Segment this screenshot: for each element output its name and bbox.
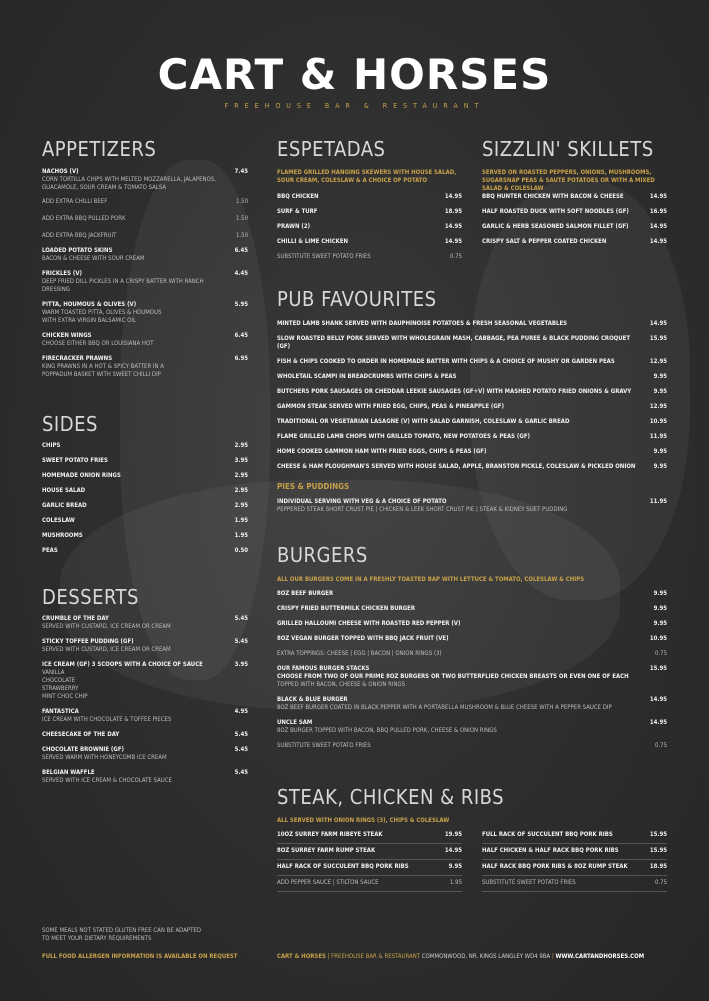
- item-price: 7.45: [234, 168, 248, 175]
- item-price: 14.95: [649, 719, 667, 726]
- item-name: INDIVIDUAL SERVING WITH VEG & A CHOICE OF POTATO: [277, 498, 447, 505]
- address-bar: [277, 953, 672, 961]
- menu-item: [42, 746, 248, 762]
- item-price: 6.45: [234, 332, 248, 339]
- burgers-heading: BURGERS: [277, 543, 368, 567]
- item-description: VANILLA CHOCOLATE STRAWBERRY MINT CHOC CHIP: [42, 669, 88, 700]
- menu-item: [277, 463, 667, 471]
- gluten-note-line-1: SOME MEALS NOT STATED GLUTEN FREE CAN BE ADAPTED: [42, 927, 202, 934]
- extra-price: 0.75: [654, 742, 667, 749]
- item-price: 6.95: [234, 355, 248, 362]
- menu-item: [42, 487, 248, 495]
- item-price: 10.95: [649, 418, 667, 425]
- menu-item: [277, 498, 667, 514]
- item-name: HOME COOKED GAMMON HAM WITH FRIED EGGS, CHIPS & PEAS (GF): [277, 448, 487, 455]
- menu-item: [277, 358, 667, 366]
- menu-item: [277, 828, 462, 844]
- item-price: 14.95: [444, 847, 462, 854]
- item-name: HALF RACK OF SUCCULENT BBQ PORK RIBS: [277, 863, 409, 870]
- menu-item: [277, 335, 667, 351]
- menu-extra: [277, 650, 667, 658]
- appetizers-list: [42, 168, 248, 379]
- skillets-list: [482, 193, 667, 253]
- menu-item: [42, 472, 248, 480]
- menu-item: [277, 373, 667, 381]
- item-name: CRUMBLE OF THE DAY: [42, 615, 109, 622]
- item-name: BBQ CHICKEN: [277, 193, 319, 200]
- sides-heading: SIDES: [42, 412, 98, 436]
- item-name: LOADED POTATO SKINS: [42, 247, 113, 254]
- item-name: CRISPY SALT & PEPPER COATED CHICKEN: [482, 238, 607, 245]
- item-name: BELGIAN WAFFLE: [42, 769, 95, 776]
- item-name: FLAME GRILLED LAMB CHOPS WITH GRILLED TOMATO, NEW POTATOES & PEAS (GF): [277, 433, 530, 440]
- skillets-subtitle: SERVED ON ROASTED PEPPERS, ONIONS, MUSHROOMS, SUGARSNAP PEAS & SAUTE POTATOES OR WITH A MIXED SALAD & COLESLAW: [482, 169, 655, 192]
- item-name: CHIPS: [42, 442, 61, 449]
- item-name: WHOLETAIL SCAMPI IN BREADCRUMBS WITH CHIPS & PEAS: [277, 373, 457, 380]
- menu-extra: [277, 253, 462, 261]
- restaurant-tagline: FREEHOUSE BAR & RESTAURANT: [224, 102, 485, 110]
- item-price: 5.45: [234, 615, 248, 622]
- menu-item: [42, 615, 248, 631]
- steak-list-right: [482, 828, 667, 892]
- extra-name: SUBSTITUTE SWEET POTATO FRIES: [482, 879, 576, 886]
- item-price: 15.95: [649, 335, 667, 342]
- item-price: 14.95: [444, 223, 462, 230]
- item-price: 5.95: [234, 301, 248, 308]
- steak-heading: STEAK, CHICKEN & RIBS: [277, 785, 505, 809]
- item-price: 11.95: [649, 433, 667, 440]
- item-name: CHEESECAKE OF THE DAY: [42, 731, 120, 738]
- item-description: PEPPERED STEAK SHORT CRUST PIE | CHICKEN & LEEK SHORT CRUST PIE | STEAK & KIDNEY SUET PUDDING: [277, 506, 568, 513]
- pies-heading: PIES & PUDDINGS: [277, 482, 350, 491]
- menu-item: [277, 719, 667, 735]
- item-name: HALF RACK BBQ PORK RIBS & 8OZ RUMP STEAK: [482, 863, 628, 870]
- menu-extra: [42, 198, 248, 206]
- espetadas-subtitle: FLAMED GRILLED HANGING SKEWERS WITH HOUSE SALAD, SOUR CREAM, COLESLAW & A CHOICE OF POTATO: [277, 169, 457, 184]
- extra-name: ADD EXTRA BBQ PULLED PORK: [42, 215, 126, 222]
- item-name: FANTASTICA: [42, 708, 79, 715]
- item-name: COLESLAW: [42, 517, 75, 524]
- item-name: GRILLED HALLOUMI CHEESE WITH ROASTED RED PEPPER (V): [277, 620, 461, 627]
- item-price: 9.95: [653, 388, 667, 395]
- item-price: 1.95: [234, 532, 248, 539]
- item-price: 14.95: [444, 193, 462, 200]
- extra-name: SUBSTITUTE SWEET POTATO FRIES: [277, 253, 371, 260]
- allergen-note: FULL FOOD ALLERGEN INFORMATION IS AVAILABLE ON REQUEST: [42, 953, 238, 960]
- item-price: 4.95: [234, 708, 248, 715]
- item-price: 15.95: [649, 831, 667, 838]
- menu-item: [482, 844, 667, 860]
- item-description: SERVED WITH ICE CREAM & CHOCOLATE SAUCE: [42, 777, 172, 784]
- menu-extra: [482, 876, 667, 892]
- appetizers-heading: APPETIZERS: [42, 137, 157, 161]
- item-description: 8OZ BEEF BURGER COATED IN BLACK PEPPER WITH A PORTABELLA MUSHROOM & BLUE CHEESE WITH A PEPPER SAUCE DIP: [277, 704, 612, 711]
- item-price: 9.95: [653, 620, 667, 627]
- item-price: 14.95: [649, 238, 667, 245]
- item-name: HOUSE SALAD: [42, 487, 86, 494]
- item-name: FIRECRACKER PRAWNS: [42, 355, 113, 362]
- item-description: ICE CREAM WITH CHOCOLATE & TOFFEE PIECES: [42, 716, 172, 723]
- item-description: DEEP FRIED DILL PICKLES IN A CRISPY BATTER WITH RANCH DRESSING: [42, 278, 204, 293]
- extra-name: ADD EXTRA CHILLI BEEF: [42, 198, 108, 205]
- item-name: UNCLE SAM: [277, 719, 313, 726]
- item-name: MUSHROOMS: [42, 532, 83, 539]
- menu-item: [482, 223, 667, 231]
- item-description: TOPPED WITH BACON, CHEESE & ONION RINGS: [277, 681, 406, 688]
- item-price: 3.95: [234, 661, 248, 668]
- item-name: BUTCHERS PORK SAUSAGES OR CHEDDAR LEEKIE SAUSAGES (GF+V) WITH MASHED POTATO FRIED ONIONS & GRAVY: [277, 388, 632, 395]
- menu-item: [42, 708, 248, 724]
- item-description: WARM TOASTED PITTA, OLIVES & HOUMOUS WITH EXTRA VIRGIN BALSAMIC OIL: [42, 309, 162, 324]
- item-name: HOMEMADE ONION RINGS: [42, 472, 121, 479]
- desserts-list: [42, 615, 248, 785]
- item-price: 14.95: [649, 696, 667, 703]
- item-name: PITTA, HOUMOUS & OLIVES (V): [42, 301, 137, 308]
- item-price: 9.95: [653, 448, 667, 455]
- item-name: BBQ HUNTER CHICKEN WITH BACON & CHEESE: [482, 193, 624, 200]
- item-description: 8OZ BURGER TOPPED WITH BACON, BBQ PULLED PORK, CHEESE & ONION RINGS: [277, 727, 497, 734]
- item-description: SERVED WITH CUSTARD, ICE CREAM OR CREAM: [42, 646, 171, 653]
- menu-item: [482, 238, 667, 246]
- item-name: GAMMON STEAK SERVED WITH FRIED EGG, CHIPS, PEAS & PINEAPPLE (GF): [277, 403, 504, 410]
- item-price: 9.95: [653, 590, 667, 597]
- menu-item: [277, 696, 667, 712]
- item-price: 5.45: [234, 769, 248, 776]
- extra-price: 1.50: [235, 232, 248, 239]
- pies-list: [277, 498, 667, 514]
- item-name: 8OZ SURREY FARM RUMP STEAK: [277, 847, 376, 854]
- item-name: FRICKLES (V): [42, 270, 83, 277]
- steak-list-left: [277, 828, 462, 892]
- item-price: 18.95: [444, 208, 462, 215]
- item-name: PEAS: [42, 547, 58, 554]
- restaurant-logo: CART & HORSES: [157, 50, 552, 99]
- gluten-note: [42, 927, 242, 943]
- extra-price: 1.50: [235, 215, 248, 222]
- item-price: 14.95: [649, 320, 667, 327]
- item-name: PRAWN (2): [277, 223, 311, 230]
- menu-item: [277, 223, 462, 231]
- pub-favourites-heading: PUB FAVOURITES: [277, 287, 437, 311]
- item-price: 10.95: [649, 635, 667, 642]
- item-name: HALF ROASTED DUCK WITH SOFT NOODLES (GF): [482, 208, 629, 215]
- menu-item: [42, 457, 248, 465]
- item-description: BACON & CHEESE WITH SOUR CREAM: [42, 255, 145, 262]
- item-description: SERVED WITH CUSTARD, ICE CREAM OR CREAM: [42, 623, 171, 630]
- menu-item: [42, 332, 248, 348]
- item-price: 2.95: [234, 502, 248, 509]
- menu-item: [277, 320, 667, 328]
- menu-item: [42, 355, 248, 379]
- item-price: 4.45: [234, 270, 248, 277]
- menu-item: [277, 635, 667, 643]
- menu-item: [277, 403, 667, 411]
- menu-item: [42, 661, 248, 701]
- menu-item: [42, 502, 248, 510]
- item-name: BLACK & BLUE BURGER: [277, 696, 348, 703]
- item-name: 8OZ BEEF BURGER: [277, 590, 334, 597]
- item-price: 9.95: [448, 863, 462, 870]
- item-price: 1.95: [234, 517, 248, 524]
- item-name: SURF & TURF: [277, 208, 318, 215]
- item-name: MINTED LAMB SHANK SERVED WITH DAUPHINOISE POTATOES & FRESH SEASONAL VEGETABLES: [277, 320, 568, 327]
- menu-item: [277, 433, 667, 441]
- menu-item: [42, 270, 248, 294]
- menu-item: [277, 208, 462, 216]
- item-price: 2.95: [234, 487, 248, 494]
- extra-name: SUBSTITUTE SWEET POTATO FRIES: [277, 742, 371, 749]
- footer-website[interactable]: WWW.CARTANDHORSES.COM: [555, 953, 645, 960]
- item-price: 9.95: [653, 605, 667, 612]
- espetadas-list: [277, 193, 462, 261]
- item-name: SWEET POTATO FRIES: [42, 457, 108, 464]
- menu-item: [482, 193, 667, 201]
- item-description: CHOOSE EITHER BBQ OR LOUISIANA HOT: [42, 340, 154, 347]
- item-price: 12.95: [649, 358, 667, 365]
- item-name: OUR FAMOUS BURGER STACKS CHOOSE FROM TWO OF OUR PRIME 8OZ BURGERS OR TWO BUTTERFLIED CHICKEN BREASTS OR EVEN ONE OF EACH: [277, 665, 629, 680]
- menu-extra: [277, 742, 667, 750]
- menu-item: [42, 247, 248, 263]
- item-description: KING PRAWNS IN A HOT & SPICY BATTER IN A POPPADUM BASKET WITH SWEET CHILLI DIP: [42, 363, 164, 378]
- menu-extra: [42, 232, 248, 240]
- menu-item: [42, 168, 248, 192]
- gluten-note-line-2: TO MEET YOUR DIETARY REQUIREMENTS: [42, 935, 152, 942]
- footer-tagline: FREEHOUSE BAR & RESTAURANT: [331, 953, 421, 960]
- footer-brand: CART & HORSES: [277, 953, 326, 960]
- sides-list: [42, 442, 248, 562]
- extra-price: 1.95: [449, 879, 462, 886]
- desserts-heading: DESSERTS: [42, 585, 139, 609]
- footer-separator: |: [551, 953, 554, 960]
- item-description: CORN TORTILLA CHIPS WITH MELTED MOZZARELLA, JALAPENOS, GUACAMOLE, SOUR CREAM & TOMATO SALSA: [42, 176, 216, 191]
- menu-item: [277, 193, 462, 201]
- item-price: 19.95: [444, 831, 462, 838]
- item-name: CHICKEN WINGS: [42, 332, 92, 339]
- menu-extra: [277, 876, 462, 892]
- extra-name: EXTRA TOPPINGS: CHEESE | EGG | BACON | ONION RINGS (3): [277, 650, 442, 657]
- item-price: 9.95: [653, 373, 667, 380]
- menu-item: [482, 860, 667, 876]
- item-price: 0.50: [234, 547, 248, 554]
- steak-subtitle: ALL SERVED WITH ONION RINGS (3), CHIPS & COLESLAW: [277, 817, 450, 824]
- item-name: CHEESE & HAM PLOUGHMAN'S SERVED WITH HOUSE SALAD, APPLE, BRANSTON PICKLE, COLESLAW & PICKLED ONION: [277, 463, 636, 470]
- item-price: 5.45: [234, 746, 248, 753]
- item-price: 9.95: [653, 463, 667, 470]
- burgers-list: [277, 590, 667, 750]
- menu-item: [42, 638, 248, 654]
- item-description: SERVED WARM WITH HONEYCOMB ICE CREAM: [42, 754, 167, 761]
- menu-item: [277, 620, 667, 628]
- item-name: GARLIC & HERB SEASONED SALMON FILLET (GF): [482, 223, 629, 230]
- extra-price: 0.75: [449, 253, 462, 260]
- item-price: 15.95: [649, 847, 667, 854]
- menu-item: [277, 238, 462, 246]
- menu-item: [277, 418, 667, 426]
- item-price: 5.45: [234, 638, 248, 645]
- extra-price: 1.50: [235, 198, 248, 205]
- menu-item: [42, 301, 248, 325]
- item-price: 2.95: [234, 472, 248, 479]
- item-price: 14.95: [649, 193, 667, 200]
- menu-extra: [42, 215, 248, 223]
- item-price: 14.95: [444, 238, 462, 245]
- item-name: NACHOS (V): [42, 168, 79, 175]
- item-price: 12.95: [649, 403, 667, 410]
- menu-item: [277, 388, 667, 396]
- item-name: STICKY TOFFEE PUDDING (GF): [42, 638, 134, 645]
- item-name: 10OZ SURREY FARM RIBEYE STEAK: [277, 831, 383, 838]
- menu-item: [277, 590, 667, 598]
- item-name: ICE CREAM (GF) 3 SCOOPS WITH A CHOICE OF SAUCE: [42, 661, 203, 668]
- menu-item: [42, 517, 248, 525]
- menu-item: [277, 448, 667, 456]
- item-name: FULL RACK OF SUCCULENT BBQ PORK RIBS: [482, 831, 613, 838]
- item-price: 11.95: [649, 498, 667, 505]
- extra-name: ADD PEPPER SAUCE | STILTON SAUCE: [277, 879, 379, 886]
- item-name: SLOW ROASTED BELLY PORK SERVED WITH WHOLEGRAIN MASH, CABBAGE, PEA PUREE & BLACK PUDDING CROQUET (GF): [277, 335, 631, 350]
- menu-item: [277, 605, 667, 613]
- burgers-subtitle: ALL OUR BURGERS COME IN A FRESHLY TOASTED BAP WITH LETTUCE & TOMATO, COLESLAW & CHIPS: [277, 576, 585, 583]
- footer-separator: |: [327, 953, 330, 960]
- item-price: 15.95: [649, 665, 667, 672]
- menu-item: [42, 769, 248, 785]
- footer-address: COMMONWOOD, NR. KINGS LANGLEY WD4 9BA: [421, 953, 551, 960]
- item-price: 3.95: [234, 457, 248, 464]
- item-name: CHILLI & LIME CHICKEN: [277, 238, 349, 245]
- skillets-heading: SIZZLIN' SKILLETS: [482, 137, 654, 161]
- menu-item: [42, 442, 248, 450]
- item-price: 18.95: [649, 863, 667, 870]
- item-name: CHOCOLATE BROWNIE (GF): [42, 746, 124, 753]
- menu-item: [42, 532, 248, 540]
- extra-price: 0.75: [654, 879, 667, 886]
- menu-item: [277, 860, 462, 876]
- menu-item: [277, 844, 462, 860]
- item-price: 6.45: [234, 247, 248, 254]
- menu-item: [482, 828, 667, 844]
- menu-item: [482, 208, 667, 216]
- menu-item: [277, 665, 667, 689]
- item-price: 2.95: [234, 442, 248, 449]
- menu-item: [42, 731, 248, 739]
- extra-price: 0.75: [654, 650, 667, 657]
- item-name: GARLIC BREAD: [42, 502, 87, 509]
- item-name: TRADITIONAL OR VEGETARIAN LASAGNE (V) WITH SALAD GARNISH, COLESLAW & GARLIC BREAD: [277, 418, 570, 425]
- item-price: 16.95: [649, 208, 667, 215]
- item-price: 14.95: [649, 223, 667, 230]
- item-name: HALF CHICKEN & HALF RACK BBQ PORK RIBS: [482, 847, 619, 854]
- extra-name: ADD EXTRA BBQ JACKFRUIT: [42, 232, 117, 239]
- menu-item: [42, 547, 248, 555]
- item-name: FISH & CHIPS COOKED TO ORDER IN HOMEMADE BATTER WITH CHIPS & A CHOICE OF MUSHY OR GARDEN PEAS: [277, 358, 615, 365]
- item-name: CRISPY FRIED BUTTERMILK CHICKEN BURGER: [277, 605, 416, 612]
- pub-favourites-list: [277, 320, 667, 478]
- item-price: 5.45: [234, 731, 248, 738]
- item-name: 8OZ VEGAN BURGER TOPPED WITH BBQ JACK FRUIT (VE): [277, 635, 449, 642]
- espetadas-heading: ESPETADAS: [277, 137, 386, 161]
